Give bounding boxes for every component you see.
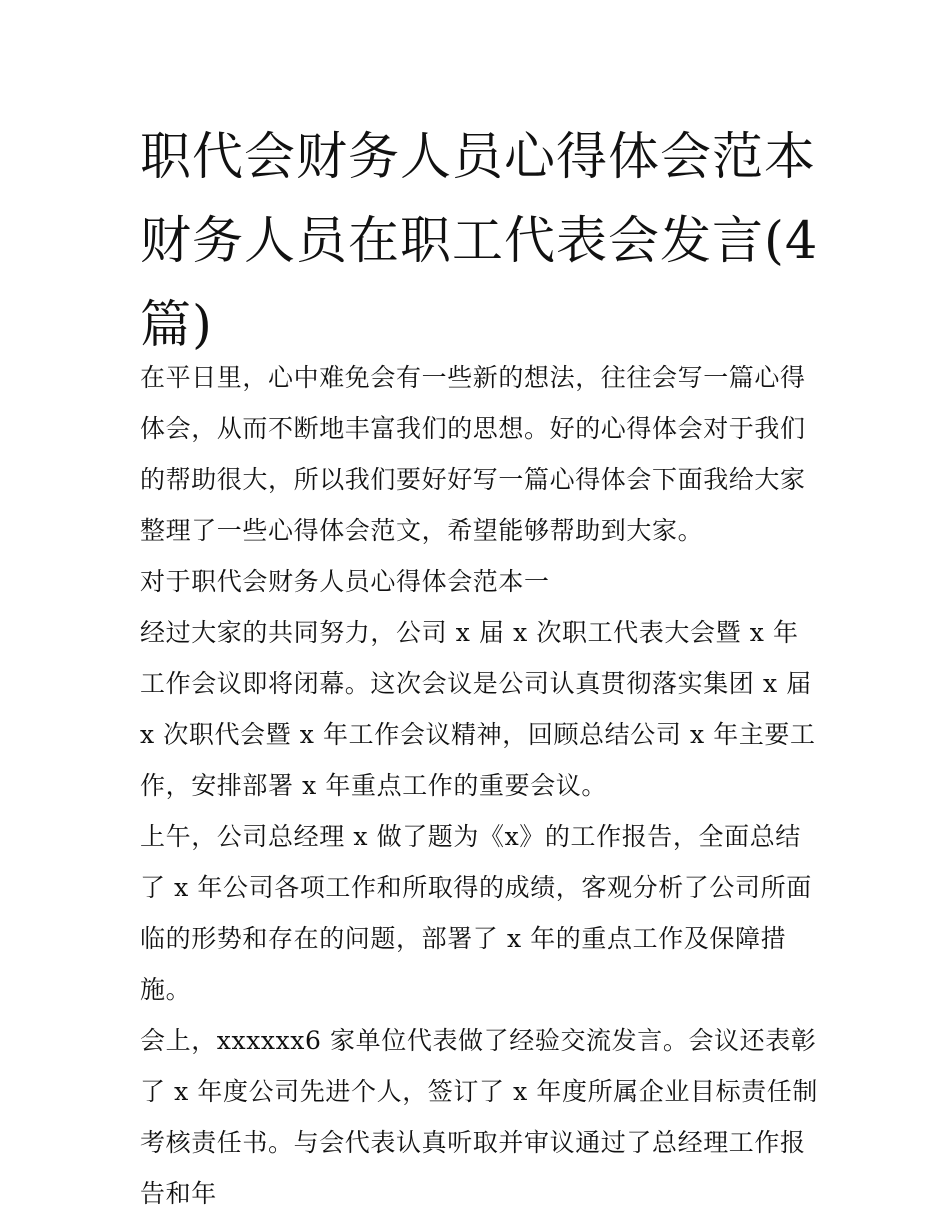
intro-paragraph: 在平日里，心中难免会有一些新的想法，往往会写一篇心得体会，从而不断地丰富我们的思想。好的心得体会对于我们的帮助很大，所以我们要好好写一篇心得体会下面我给大家整理了一些心得体会范文，希望能够帮助到大家。 <box>140 363 806 545</box>
section-heading: 对于职代会财务人员心得体会范本一 <box>140 567 550 596</box>
body-paragraph: 经过大家的共同努力，公司 x 届 x 次职工代表大会暨 x 年工作会议即将闭幕。这次会议是公司认真贯彻落实集团 x 届 x 次职代会暨 x 年工作会议精神，回顾总结公司 x 年主要工作，安排部署 x 年重点工作的重要会议。 <box>140 618 816 800</box>
document-body <box>140 352 820 1219</box>
body-paragraph: 会上，xxxxxx6 家单位代表做了经验交流发言。会议还表彰了 x 年度公司先进个人，签订了 x 年度所属企业目标责任制考核责任书。与会代表认真听取并审议通过了总经理工作报告和年 <box>140 1026 818 1208</box>
document-title: 职代会财务人员心得体会范本财务人员在职工代表会发言(4篇) <box>140 128 819 355</box>
body-paragraph: 上午，公司总经理 x 做了题为《x》的工作报告，全面总结了 x 年公司各项工作和所取得的成绩，客观分析了公司所面临的形势和存在的问题，部署了 x 年的重点工作及保障措施。 <box>140 822 812 1004</box>
